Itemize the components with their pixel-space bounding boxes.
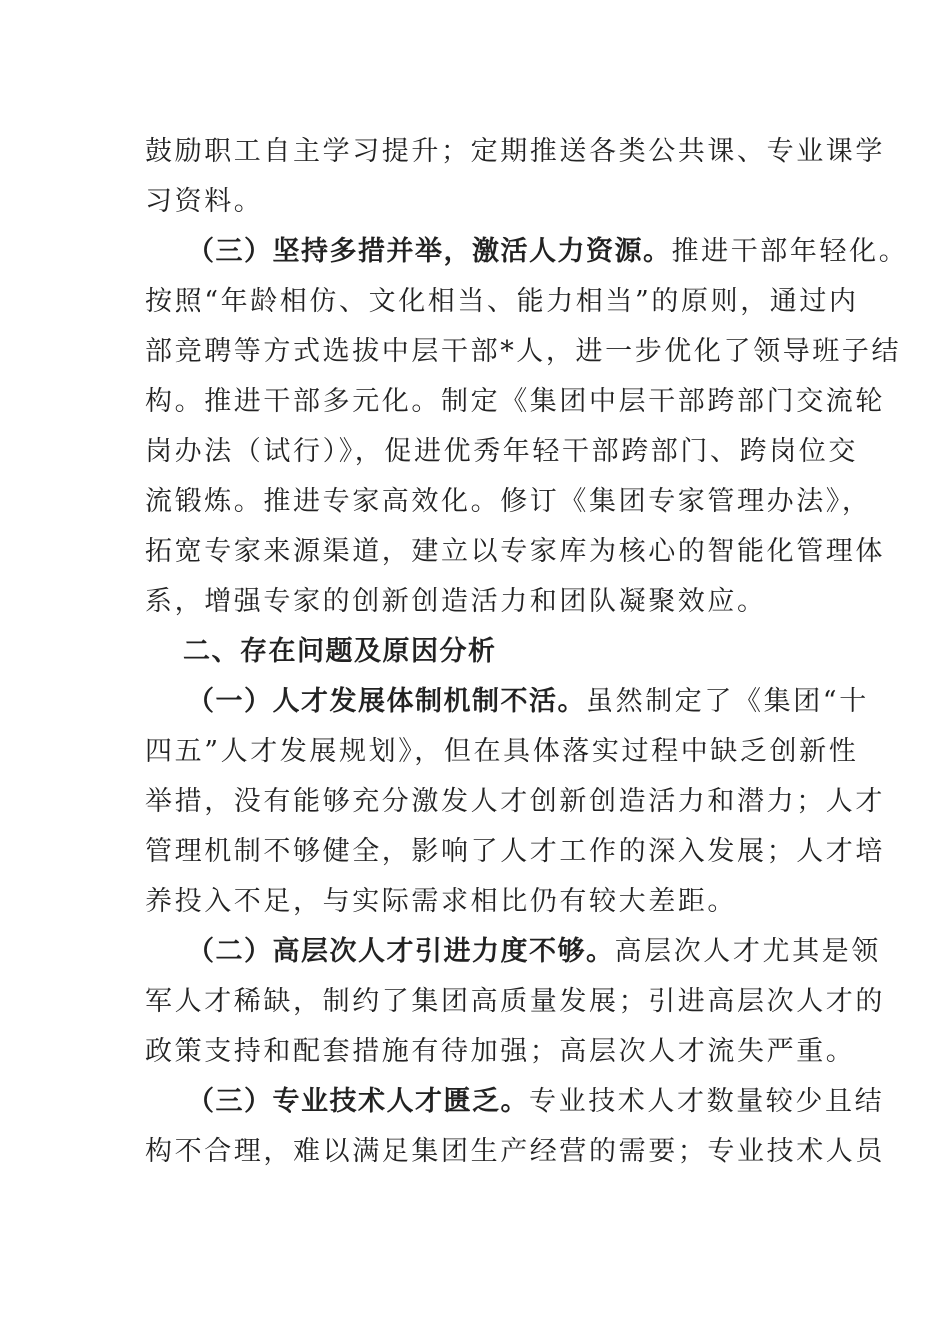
line-text: 拓宽专家来源渠道，建立以专家库为核心的智能化管理体 — [145, 536, 885, 567]
paragraph-line — [145, 584, 767, 620]
subheading-text: （三）专业技术人才匮乏。 — [187, 1086, 529, 1117]
line-text: 四五”人才发展规划》，但在具体落实过程中缺乏创新性 — [145, 736, 859, 767]
line-text: 养投入不足，与实际需求相比仍有较大差距。 — [145, 886, 737, 917]
paragraph-line — [145, 484, 872, 520]
subheading-text: （二）高层次人才引进力度不够。 — [187, 936, 615, 967]
paragraph-line — [145, 1034, 855, 1070]
line-text: 构。推进干部多元化。制定《集团中层干部跨部门交流轮 — [145, 386, 885, 417]
paragraph-line — [145, 1134, 885, 1170]
line-text: 习资料。 — [145, 186, 264, 217]
paragraph-line — [145, 884, 737, 920]
line-text: 高层次人才尤其是领 — [614, 936, 881, 967]
line-text: 虽然制定了《集团“十 — [586, 686, 869, 717]
line-text: 政策支持和配套措施有待加强；高层次人才流失严重。 — [145, 1036, 856, 1067]
line-text: 岗办法（试行）》，促进优秀年轻干部跨部门、跨岗位交 — [145, 436, 858, 467]
subheading-text: （三）坚持多措并举，激活人力资源。 — [187, 236, 672, 267]
subheading-text: （一）人才发展体制机制不活。 — [187, 686, 586, 717]
line-text: 按照“年龄相仿、文化相当、能力相当”的原则，通过内 — [145, 286, 859, 317]
paragraph-line — [145, 534, 885, 570]
line-text: 系，增强专家的创新创造活力和团队凝聚效应。 — [145, 586, 767, 617]
paragraph-line — [145, 334, 901, 370]
paragraph-line — [145, 434, 858, 470]
line-text: 流锻炼。推进专家高效化。修订《集团专家管理办法》， — [145, 486, 872, 517]
line-text: 部竞聘等方式选拔中层干部*人，进一步优化了领导班子结 — [145, 336, 902, 367]
paragraph-line — [145, 734, 858, 770]
line-text: 构不合理，难以满足集团生产经营的需要；专业技术人员 — [145, 1136, 885, 1167]
paragraph-line — [145, 384, 885, 420]
subheading-line — [187, 934, 881, 970]
paragraph-line — [145, 984, 885, 1020]
section-heading-line — [183, 634, 497, 670]
line-text: 军人才稀缺，制约了集团高质量发展；引进高层次人才的 — [145, 986, 885, 1017]
line-text: 推进干部年轻化。 — [671, 236, 909, 267]
line-text: 举措，没有能够充分激发人才创新创造活力和潜力；人才 — [145, 786, 885, 817]
subheading-line — [187, 1084, 884, 1120]
paragraph-line — [145, 284, 859, 320]
paragraph-line — [145, 834, 885, 870]
paragraph-line — [145, 784, 885, 820]
line-text: 管理机制不够健全，影响了人才工作的深入发展；人才培 — [145, 836, 885, 867]
section-heading: 二、存在问题及原因分析 — [183, 636, 497, 667]
subheading-line — [187, 234, 908, 270]
subheading-line — [187, 684, 869, 720]
line-text: 鼓励职工自主学习提升；定期推送各类公共课、专业课学 — [145, 136, 885, 167]
line-text: 专业技术人才数量较少且结 — [529, 1086, 885, 1117]
paragraph-line — [145, 134, 885, 170]
paragraph-line — [145, 184, 263, 220]
